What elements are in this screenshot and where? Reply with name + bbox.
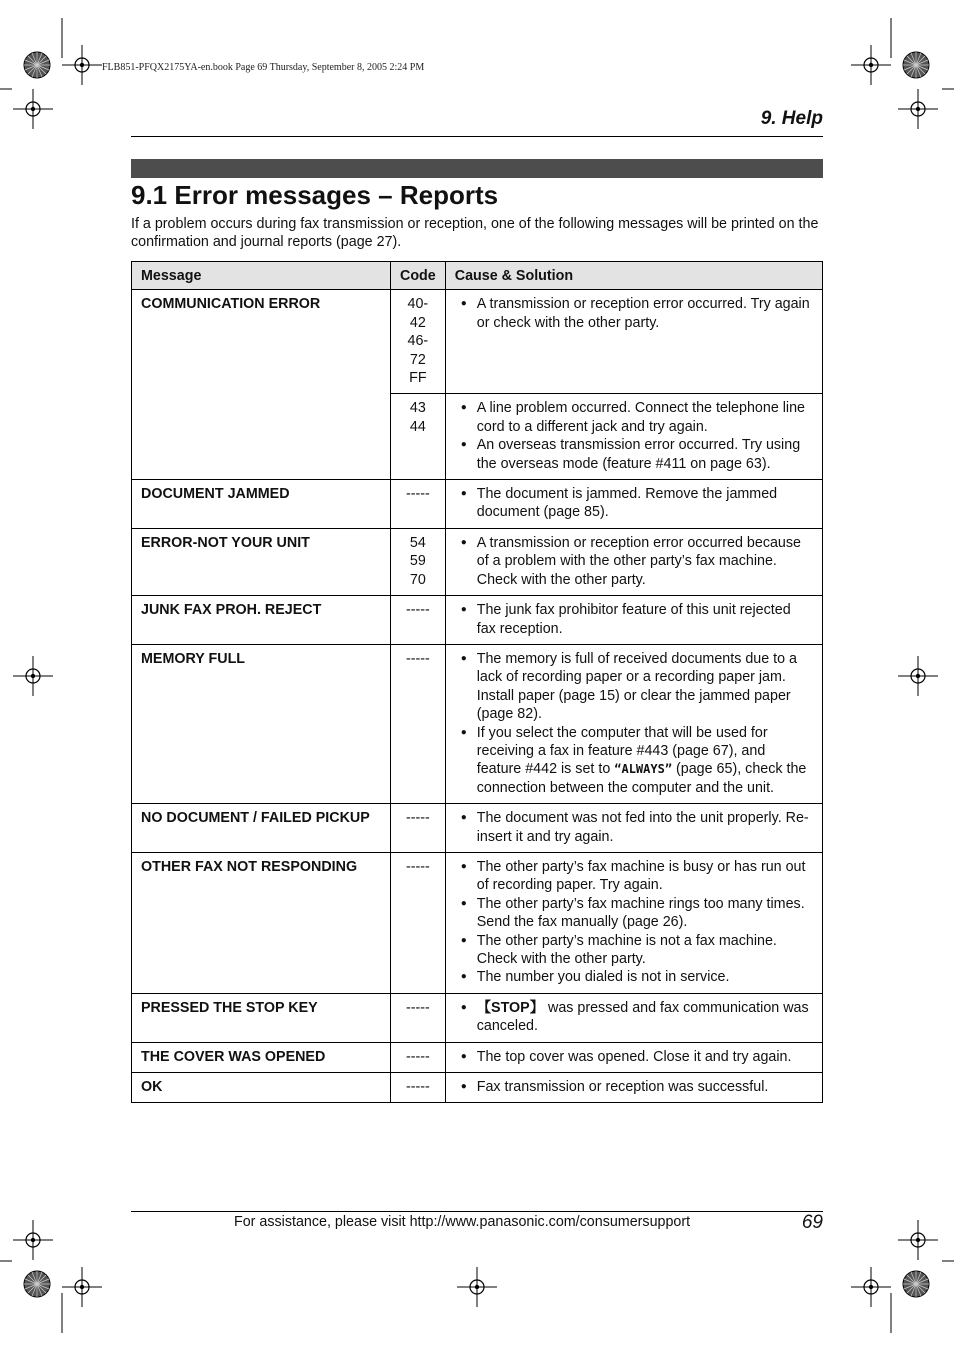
table-row — [132, 480, 823, 529]
code-value: 44 — [409, 418, 426, 435]
message-cell: NO DOCUMENT / FAILED PICKUP — [132, 804, 391, 853]
setting-value: “ALWAYS” — [614, 762, 673, 777]
message-cell: COMMUNICATION ERROR — [132, 290, 391, 480]
code-cell: ----- — [391, 993, 446, 1042]
code-value: 59 — [409, 553, 426, 570]
cause-item: ● The junk fax prohibitor feature of this unit rejected fax reception. — [455, 601, 813, 638]
table-row — [132, 290, 823, 394]
cause-cell — [445, 644, 822, 803]
cause-cell — [445, 394, 822, 480]
title-bar — [131, 159, 823, 178]
code-cell: ----- — [391, 1042, 446, 1072]
cause-item: ● The document is jammed. Remove the jammed document (page 85). — [455, 485, 813, 522]
error-messages-table — [131, 261, 823, 1103]
table-row — [132, 804, 823, 853]
table-row — [132, 1042, 823, 1072]
code-value: 70 — [409, 571, 426, 588]
message-cell: ERROR-NOT YOUR UNIT — [132, 528, 391, 595]
code-cell: ----- — [391, 596, 446, 645]
table-row — [132, 852, 823, 993]
section-label: 9. Help — [760, 108, 823, 129]
page-title: 9.1 Error messages – Reports — [131, 180, 499, 210]
table-row — [132, 993, 823, 1042]
table-header-row — [132, 262, 823, 290]
code-cell: ----- — [391, 1073, 446, 1103]
header-code: Code — [391, 262, 446, 290]
cause-item: ● The other party’s fax machine rings too many times. Send the fax manually (page 26). — [455, 895, 813, 932]
cause-item: ● The document was not fed into the unit properly. Re-insert it and try again. — [455, 809, 813, 846]
footer-rule — [131, 1211, 823, 1212]
header-cause: Cause & Solution — [445, 262, 822, 290]
cause-item: ● Fax transmission or reception was successful. — [455, 1078, 813, 1096]
cause-item: ● A transmission or reception error occurred because of a problem with the other party’s fax machine. Check with the other party. — [455, 534, 813, 589]
cause-item — [455, 999, 813, 1036]
cause-text: (page 65), check the connection between the computer and the unit. — [476, 761, 807, 796]
cause-item: ● An overseas transmission error occurred. Try using the overseas mode (feature #411 on page 63). — [455, 436, 813, 473]
code-value: 54 — [409, 534, 426, 551]
code-cell: ----- — [391, 804, 446, 853]
code-value: FF — [409, 370, 427, 387]
cause-item: ● The memory is full of received documents due to a lack of recording paper or a recording paper jam. Install paper (page 15) or clear the jammed paper (page 82). — [455, 650, 813, 724]
cause-cell — [445, 290, 822, 394]
code-cell: ----- — [391, 644, 446, 803]
cause-cell — [445, 528, 822, 595]
cause-item — [455, 724, 813, 798]
message-cell: JUNK FAX PROH. REJECT — [132, 596, 391, 645]
cause-item: ● The other party’s fax machine is busy or has run out of recording paper. Try again. — [455, 858, 813, 895]
header-message: Message — [132, 262, 391, 290]
cause-item: ● The number you dialed is not in service. — [455, 968, 813, 986]
code-cell — [391, 290, 446, 394]
code-cell: ----- — [391, 852, 446, 993]
cause-item: ● A line problem occurred. Connect the telephone line cord to a different jack and try again. — [455, 399, 813, 436]
code-cell — [391, 394, 446, 480]
table-row — [132, 528, 823, 595]
cause-text: was pressed and fax communication was canceled. — [476, 999, 809, 1035]
page-number: 69 — [801, 1212, 823, 1233]
header-rule — [131, 136, 823, 137]
message-cell: OTHER FAX NOT RESPONDING — [132, 852, 391, 993]
code-value: 46-72 — [407, 333, 429, 368]
code-value: 43 — [409, 400, 426, 417]
cause-item: ● The top cover was opened. Close it and try again. — [455, 1048, 813, 1066]
cause-item: ● The other party’s machine is not a fax machine. Check with the other party. — [455, 932, 813, 969]
message-cell: PRESSED THE STOP KEY — [132, 993, 391, 1042]
cause-cell — [445, 993, 822, 1042]
stop-key-label: 【STOP】 — [476, 999, 545, 1016]
message-cell: OK — [132, 1073, 391, 1103]
printer-slug: FLB851-PFQX2175YA-en.book Page 69 Thursday, September 8, 2005 2:24 PM — [102, 62, 425, 73]
code-value: 40-42 — [407, 296, 429, 331]
cause-item: ● A transmission or reception error occurred. Try again or check with the other party. — [455, 295, 813, 332]
code-cell: ----- — [391, 480, 446, 529]
cause-cell — [445, 480, 822, 529]
cause-cell — [445, 852, 822, 993]
footer-support-text: For assistance, please visit http://www.panasonic.com/consumersupport — [234, 1214, 691, 1230]
table-row — [132, 1073, 823, 1103]
cause-cell — [445, 1073, 822, 1103]
table-row — [132, 644, 823, 803]
table-row — [132, 596, 823, 645]
code-cell — [391, 528, 446, 595]
intro-paragraph: If a problem occurs during fax transmission or reception, one of the following messages will be printed on the confirmation and journal reports (page 27). — [131, 216, 819, 250]
cause-text: If you select the computer that will be used for receiving a fax in feature #443 (page 67), and feature #442 is set to — [476, 724, 768, 778]
message-cell: DOCUMENT JAMMED — [132, 480, 391, 529]
cause-cell — [445, 596, 822, 645]
message-cell: THE COVER WAS OPENED — [132, 1042, 391, 1072]
message-cell: MEMORY FULL — [132, 644, 391, 803]
cause-cell — [445, 804, 822, 853]
cause-cell — [445, 1042, 822, 1072]
